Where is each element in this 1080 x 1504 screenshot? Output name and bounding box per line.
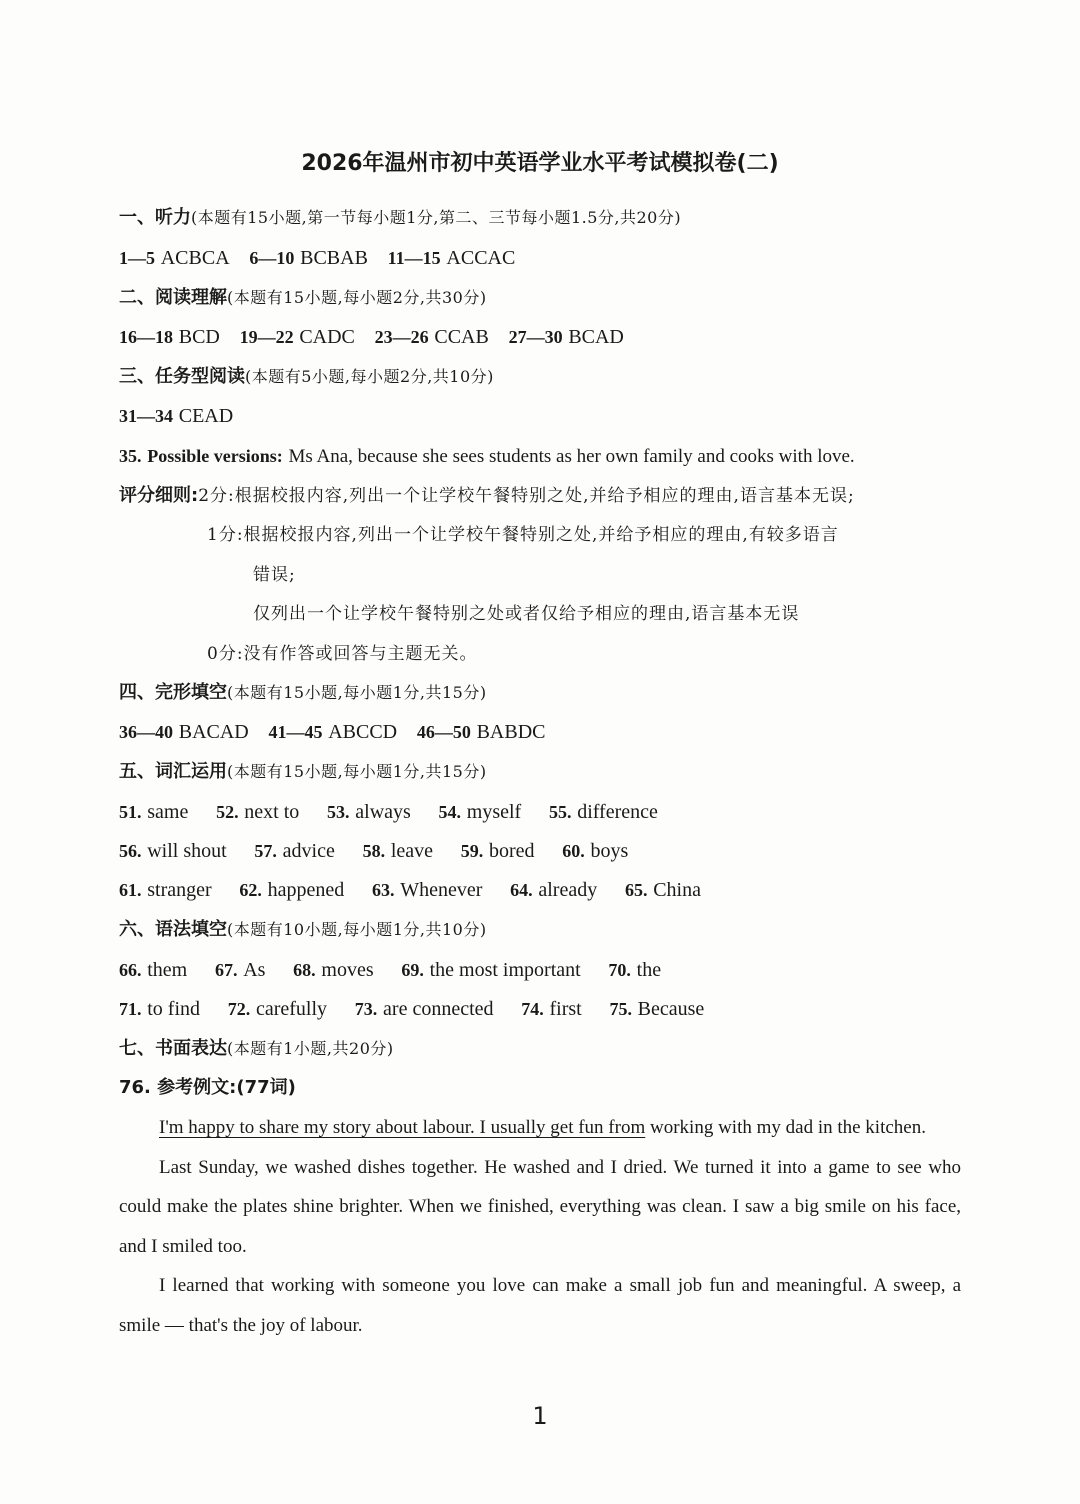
underlined-opening: I'm happy to share my story about labour. I usually get fun from [159,1117,646,1138]
question-number: 63. [372,880,395,900]
answer: will shout [147,840,227,862]
question-number: 51. [119,802,142,822]
answer: BACAD [178,721,249,743]
answer: CCAB [434,326,489,348]
section-note: (本题有15小题,每小题1分,共15分) [227,683,487,702]
question-number: 61. [119,880,142,900]
grading-line-2: 1分:根据校报内容,列出一个让学校午餐特别之处,并给予相应的理由,有较多语言 [207,525,839,545]
question-range: 27—30 [508,327,563,347]
question-range: 19—22 [239,327,294,347]
section-note: (本题有15小题,每小题1分,共15分) [227,762,487,781]
section-title: 一、听力 [119,207,191,228]
section-note: (本题有15小题,第一节每小题1分,第二、三节每小题1.5分,共20分) [191,208,682,227]
question-range: 1—5 [119,248,155,268]
answer: already [538,879,598,901]
essay-paragraph-2: Last Sunday, we washed dishes together. He washed and I dried. We turned it into a game to see who could make the plates shine brighter. When we finished, everything was clean. I saw a big smile on his face, and I smiled too. [119,1156,961,1257]
question-number: 74. [521,999,544,1019]
answer: advice [282,840,335,862]
question-number: 52. [216,802,239,822]
grading-line-3: 错误; [253,565,296,585]
question-number: 58. [362,841,386,861]
section-1-heading [119,206,681,230]
question-number: 66. [119,960,142,980]
answer: to find [147,998,201,1020]
question-number: 57. [254,841,277,861]
answer: BCBAB [300,247,368,269]
question-number: 75. [609,999,632,1019]
question-number: 72. [227,999,251,1019]
section-note: (本题有15小题,每小题2分,共30分) [227,288,487,307]
answer: the most important [429,959,581,981]
section-note: (本题有10小题,每小题1分,共10分) [227,920,487,939]
answer: Whenever [400,879,483,901]
section-4-heading [119,681,487,705]
section-note: (本题有1小题,共20分) [227,1039,394,1058]
answer: difference [577,801,658,823]
section-title: 七、书面表达 [119,1038,227,1059]
answer: first [549,998,582,1020]
answer: carefully [255,998,328,1020]
section-6-row-1 [119,958,661,983]
section-3-heading [119,365,494,389]
section-6-row-2 [119,997,704,1022]
question-35-answer: Ms Ana, because she sees students as her own family and cooks with love. [288,446,855,467]
answer: are connected [383,998,494,1020]
answer: boys [590,840,629,862]
essay-paragraph-3: I learned that working with someone you love can make a small job fun and meaningful. A sweep, a smile — that's the joy of labour. [119,1275,961,1336]
section-5-row-2 [119,839,628,864]
page-title: 2026年温州市初中英语学业水平考试模拟卷(二) [301,151,779,176]
section-4-answers [119,720,546,745]
section-2-answers [119,325,624,350]
answer: always [355,801,411,823]
grading-line-1 [119,484,855,508]
answer: them [147,959,188,981]
essay-paragraph-1 [119,1108,961,1148]
essay-text: working with my dad in the kitchen. [645,1117,926,1138]
question-number: 60. [562,841,585,861]
question-number: 70. [608,960,631,980]
question-number: 68. [293,960,316,980]
answer: stranger [147,879,212,901]
answer: same [147,801,189,823]
section-note: (本题有5小题,每小题2分,共10分) [245,367,494,386]
section-2-heading [119,286,487,310]
question-number: 59. [460,841,484,861]
question-number: 65. [624,880,648,900]
answer: leave [390,840,433,862]
question-range: 16—18 [119,327,173,347]
section-title: 二、阅读理解 [119,287,227,308]
section-3-answers [119,404,233,429]
answer: happened [267,879,345,901]
answer: BCD [178,326,220,348]
section-5-row-1 [119,800,658,825]
question-range: 11—15 [387,248,441,268]
question-number: 55. [548,802,572,822]
answer: BABDC [476,721,546,743]
question-number: 71. [119,999,142,1019]
section-title: 六、语法填空 [119,919,227,940]
answer: CADC [299,326,355,348]
section-title: 三、任务型阅读 [119,366,245,387]
question-range: 41—45 [268,722,323,742]
question-range: 36—40 [119,722,173,742]
grading-line-5: 0分:没有作答或回答与主题无关。 [207,644,478,664]
grading-title: 评分细则: [119,485,199,506]
answer: CEAD [178,405,234,427]
question-range: 46—50 [416,722,471,742]
question-range: 31—34 [119,406,173,426]
page-number: 1 [532,1402,548,1430]
grading-line-4: 仅列出一个让学校午餐特别之处或者仅给予相应的理由,语言基本无误 [253,604,800,624]
answer: moves [321,959,374,981]
question-35 [119,444,855,469]
answer: As [243,959,266,981]
question-number: 64. [510,880,533,900]
section-7-heading [119,1037,394,1061]
sample-essay [119,1108,961,1345]
answer: myself [466,801,522,823]
answer: next to [244,801,300,823]
section-title: 五、词汇运用 [119,761,227,782]
section-5-heading [119,760,487,784]
section-1-answers [119,246,515,271]
answer: the [636,959,662,981]
section-6-heading [119,918,487,942]
question-number: 35. [119,446,142,466]
question-number: 67. [214,960,238,980]
answer: bored [488,840,535,862]
answer: Because [637,998,705,1020]
answer: China [653,879,701,901]
answer: ABCCD [328,721,398,743]
question-76-label: 76. 参考例文:(77词) [119,1077,296,1098]
question-number: 69. [401,960,424,980]
possible-versions-label: Possible versions: [147,446,283,466]
question-range: 6—10 [249,248,295,268]
question-number: 54. [438,802,462,822]
question-number: 62. [239,880,262,900]
section-title: 四、完形填空 [119,682,227,703]
grading-text: 2分:根据校报内容,列出一个让学校午餐特别之处,并给予相应的理由,语言基本无误; [198,486,855,506]
question-number: 73. [354,999,378,1019]
question-range: 23—26 [374,327,429,347]
section-5-row-3 [119,878,701,903]
answer: BCAD [568,326,624,348]
answer: ACCAC [446,247,516,269]
question-number: 53. [327,802,350,822]
answer: ACBCA [160,247,230,269]
question-number: 56. [119,841,142,861]
